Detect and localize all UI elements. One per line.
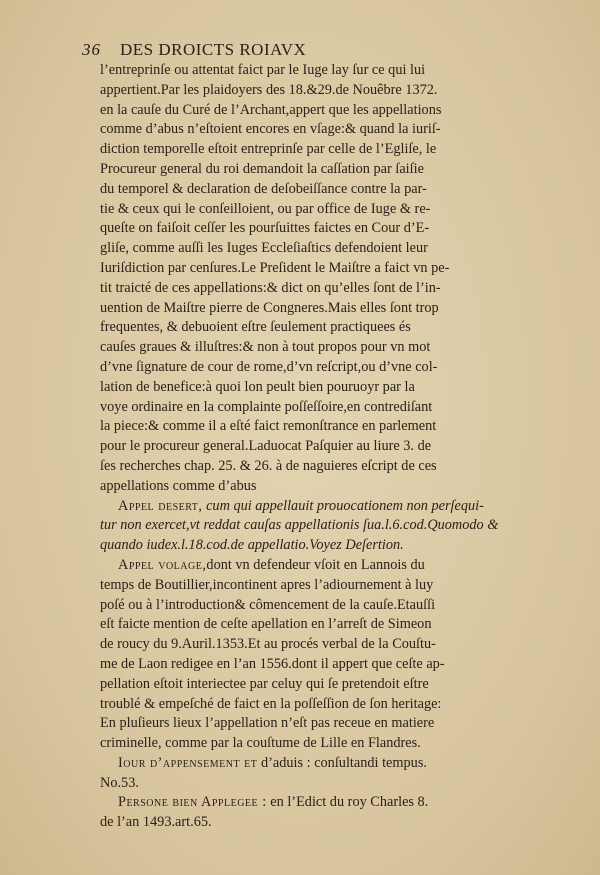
entry-persone-bien-applegee (100, 793, 540, 833)
text-line: appertient.Par les plaidoyers des 18.&29.de Nouêbre 1372. (100, 81, 438, 98)
text-line: Procureur general du roi demandoit la caſſation par ſaiſie (100, 160, 424, 177)
text-line: No.53. (100, 774, 139, 791)
body-text (100, 61, 540, 833)
text-line: d’vne ſignature de cour de rome,d’vn reſcript,ou d’vne col- (100, 358, 438, 375)
entry-iour-dappensement (100, 754, 540, 794)
text-line: lation de benefice:à quoi lon peult bien pouruoyr par la (100, 378, 415, 395)
text-line: queſte on faiſoit ceſſer les pourſuittes faictes en Cour d’E- (100, 220, 430, 237)
page-number: 36 (82, 40, 101, 59)
entry-appel-volage (100, 556, 540, 754)
text-line: la piece:& comme il a eſté faict remonſtrance en parlement (100, 418, 437, 435)
running-title: DES DROICTS ROIAVX (120, 40, 307, 59)
entry-heading: Appel volage, (118, 556, 207, 573)
entry-first-line (100, 497, 540, 517)
text-line: l’entreprinſe ou attentat faict par le Iuge lay ſur ce qui lui (100, 62, 426, 78)
entry-appel-desert (100, 497, 540, 556)
text-line: de l’an 1493.art.65. (100, 814, 212, 831)
text-line: eſt faicte mention de ceſte apellation en l’arreſt de Simeon (100, 616, 432, 633)
text-line: ſes recherches chap. 25. & 26. à de naguieres eſcript de ces (100, 457, 437, 474)
text-line: troublé & empeſché de faict en la poſſeſſion de ſon heritage: (100, 695, 442, 712)
entry-heading: Persone bien Applegee : (118, 794, 267, 811)
text-line: tur non exercet,vt reddat cauſas appellationis ſua.l.6.cod.Quomodo & (100, 517, 499, 534)
text-line: quando iudex.l.18.cod.de appellatio.Voyez Deſertion. (100, 537, 404, 554)
text-line: tit traicté de ces appellations:& dict on qu’elles ſont de l’in- (100, 279, 441, 296)
entry-first-line (100, 556, 540, 576)
entry-text: dont vn defendeur vſoit en Lannois du (206, 556, 425, 573)
text-line: pour le procureur general.Laduocat Paſquier au liure 3. de (100, 438, 432, 455)
text-line: pellation eſtoit interiectee par celuy qui ſe pretendoit eſtre (100, 675, 429, 692)
text-line: cauſes graues & illuſtres:& non à tout propos pour vn mot (100, 339, 431, 356)
text-line: frequentes, & debuoient eſtre ſeulement practiquees és (100, 319, 411, 336)
paragraph-intro (100, 61, 540, 497)
text-line: du temporel & declaration de deſobeiſſance contre la par- (100, 180, 427, 197)
text-line: gliſe, comme auſſi les Iuges Eccleſiaſtics defendoient leur (100, 240, 428, 257)
text-line: uention de Maiſtre pierre de Congneres.Mais elles ſont trop (100, 299, 439, 316)
text-line: voye ordinaire en la complainte poſſeſſoire,en contrediſant (100, 398, 433, 415)
text-line: poſé ou à l’introduction& cômencement de la cauſe.Etauſſi (100, 596, 436, 613)
text-line: appellations comme d’abus (100, 477, 257, 494)
text-line: Iuriſdiction par cenſures.Le Preſident le Maiſtre a faict vn pe- (100, 259, 450, 276)
entry-latin-text: cum qui appellauit prouocationem non perſequi- (202, 497, 484, 514)
entry-first-line (100, 793, 540, 813)
entry-first-line (100, 754, 540, 774)
text-line: en la cauſe du Curé de l’Archant,appert que les appellations (100, 101, 442, 118)
text-line: En pluſieurs lieux l’appellation n’eſt pas receue en matiere (100, 715, 435, 732)
text-line: tie & ceux qui le conſeilloient, ou par office de Iuge & re- (100, 200, 431, 217)
text-line: comme d’abus n’eſtoient encores en vſage:& quand la iuriſ- (100, 121, 441, 138)
entry-text: en l’Edict du roy Charles 8. (266, 794, 429, 811)
entry-heading: Appel desert, (118, 497, 203, 514)
entry-text: d’aduis : conſultandi tempus. (257, 754, 427, 771)
text-line: me de Laon redigee en l’an 1556.dont il appert que ceſte ap- (100, 655, 445, 672)
text-line: criminelle, comme par la couſtume de Lille en Flandres. (100, 735, 421, 752)
text-line: de roucy du 9.Auril.1353.Et au procés verbal de la Couſtu- (100, 636, 436, 653)
entry-heading: Iour d’appensement et (118, 754, 258, 771)
text-line: diction temporelle eſtoit entreprinſe par celle de l’Egliſe, le (100, 141, 437, 158)
text-line: temps de Boutillier,incontinent apres l’adiournement à luy (100, 576, 434, 593)
